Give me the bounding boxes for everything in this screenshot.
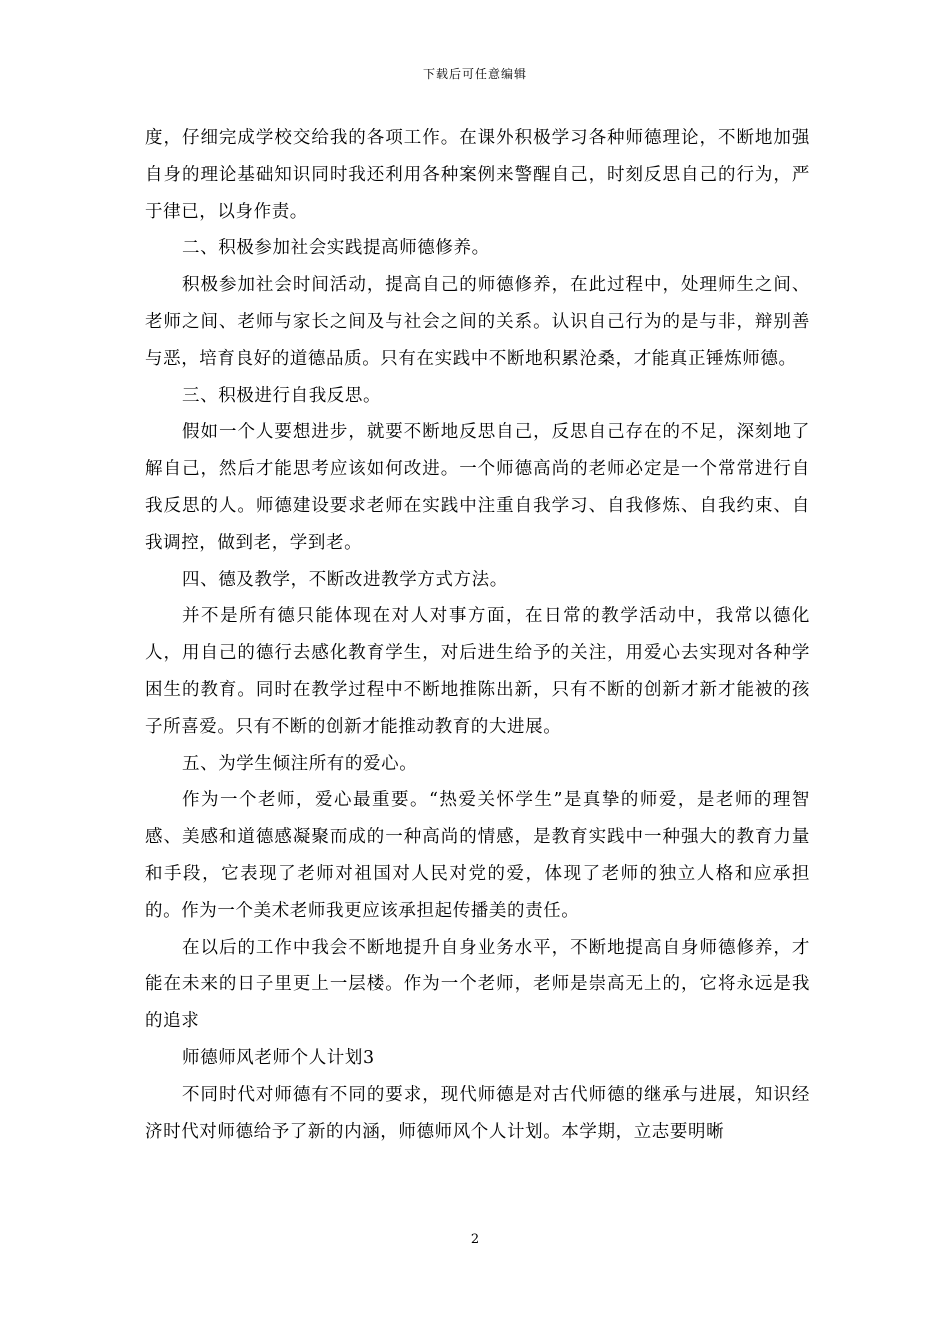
paragraph-love: 作为一个老师，爱心最重要。“热爱关怀学生”是真挚的师爱，是老师的理智感、美感和道德感凝聚而成的一种高尚的情感，是教育实践中一种强大的教育力量和手段，它表现了老师对祖国对人民对党的爱，体现了老师的独立人格和应承担的。作为一个美术老师我更应该承担起传播美的责任。	[145, 790, 810, 921]
paragraph-conclusion: 在以后的工作中我会不断地提升自身业务水平，不断地提高自身师德修养，才能在未来的日子里更上一层楼。作为一个老师，老师是崇高无上的，它将永远是我的追求	[145, 937, 810, 1032]
section-heading-3: 三、积极进行自我反思。	[182, 385, 382, 406]
page-header: 下载后可任意编辑	[422, 67, 527, 81]
paragraph-intro-plan3: 不同时代对师德有不同的要求，现代师德是对古代师德的继承与进展，知识经济时代对师德给予了新的内涵，师德师风个人计划。本学期，立志要明晰	[145, 1084, 810, 1142]
paragraph-continuation: 度，仔细完成学校交给我的各项工作。在课外积极学习各种师德理论，不断地加强自身的理论基础知识同时我还利用各种案例来警醒自己，时刻反思自己的行为，严于律已，以身作责。	[145, 128, 810, 222]
section-heading-5: 五、为学生倾注所有的爱心。	[182, 753, 418, 774]
paragraph-reflection: 假如一个人要想进步，就要不断地反思自己，反思自己存在的不足，深刻地了解自己，然后才能思考应该如何改进。一个师德高尚的老师必定是一个常常进行自我反思的人。师德建设要求老师在实践中注重自我学习、自我修炼、自我约束、自我调控，做到老，学到老。	[145, 422, 810, 553]
section-heading-4: 四、德及教学，不断改进教学方式方法。	[182, 569, 508, 590]
document-subtitle: 师德师风老师个人计划3	[182, 1047, 375, 1068]
paragraph-practice: 积极参加社会时间活动，提高自己的师德修养，在此过程中，处理师生之间、老师之间、老师与家长之间及与社会之间的关系。认识自己行为的是与非，辩别善与恶，培育良好的道德品质。只有在实践中不断地积累沧桑，才能真正锤炼师德。	[145, 275, 810, 369]
section-heading-2: 二、积极参加社会实践提高师德修养。	[182, 238, 490, 259]
page-number: 2	[470, 1232, 480, 1247]
paragraph-teaching: 并不是所有德只能体现在对人对事方面，在日常的教学活动中，我常以德化人，用自己的德行去感化教育学生，对后进生给予的关注，用爱心去实现对各种学困生的教育。同时在教学过程中不断地推陈出新，只有不断的创新才新才能被的孩子所喜爱。只有不断的创新才能推动教育的大进展。	[145, 606, 810, 737]
document-body	[145, 120, 810, 1150]
